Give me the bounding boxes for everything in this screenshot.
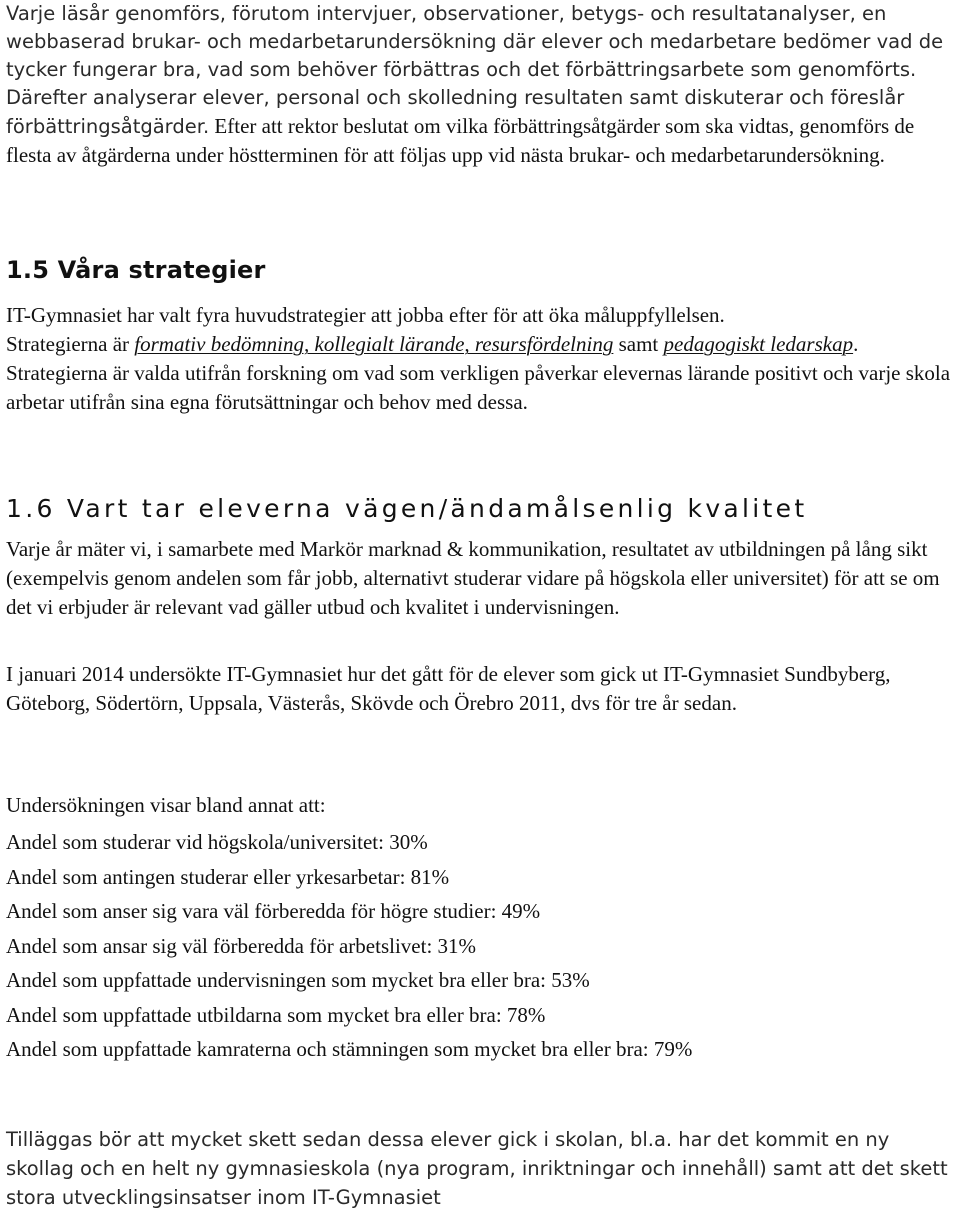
list-item: Andel som ansar sig väl förberedda för arbetslivet: 31% <box>6 933 477 958</box>
strategies-line-2: Strategierna är formativ bedömning, kollegialt lärande, resursfördelning samt pedagogiskt ledarskap. <box>6 332 859 356</box>
list-item: Andel som uppfattade utbildarna som mycket bra eller bra: 78% <box>6 1002 546 1027</box>
list-item: Andel som anser sig vara väl förberedda för högre studier: 49% <box>6 899 541 923</box>
intro-sans-text: Varje läsår genomförs, förutom intervjuer, observationer, betygs- och resultatanalyser, en webbaserad brukar- och medarbetarundersökning där elever och medarbetare bedömer vad de tycker fungerar bra, vad som behöver förbättras och det förbättringsarbete som genomförts. Därefter analyserar elever, personal och skolledning resultaten samt diskuterar och föreslår förbättringsåtgärder. <box>6 2 944 138</box>
section-heading-strategies: 1.5 Våra strategier <box>6 256 266 284</box>
survey-intro: Undersökningen visar bland annat att: <box>6 793 326 817</box>
outcomes-paragraph-2: I januari 2014 undersökte IT-Gymnasiet hur det gått för de elever som gick ut IT-Gymnasiet Sundbyberg, Göteborg, Södertörn, Uppsala, Västerås, Skövde och Örebro 2011, dvs för tre år sedan. <box>6 662 891 715</box>
survey-results-list <box>6 825 956 1067</box>
closing-paragraph: Tilläggas bör att mycket skett sedan dessa elever gick i skolan, bl.a. har det kommit en ny skollag och en helt ny gymnasieskola (nya program, inriktningar och innehåll) samt att det skett stora utvecklingsinsatser inom IT-Gymnasiet <box>6 1128 948 1209</box>
list-item: Andel som studerar vid högskola/universitet: 30% <box>6 830 428 854</box>
strategy-leadership-italic: pedagogiskt ledarskap <box>663 332 854 356</box>
intro-paragraph <box>6 0 956 170</box>
strategies-line-1: IT-Gymnasiet har valt fyra huvudstrategier att jobba efter för att öka måluppfyllelsen. <box>6 303 725 327</box>
outcomes-paragraph-1: Varje år mäter vi, i samarbete med Markör marknad & kommunikation, resultatet av utbildningen på lång sikt (exempelvis genom andelen som får jobb, alternativt studerar vidare på högskola eller universitet) för att se om det vi erbjuder är relevant vad gäller utbud och kvalitet i undervisningen. <box>6 537 940 619</box>
strategies-text <box>6 301 956 417</box>
strategies-line-3: Strategierna är valda utifrån forskning om vad som verkligen påverkar elevernas lärande positivt och varje skola arbetar utifrån sina egna förutsättningar och behov med dessa. <box>6 361 951 414</box>
section-heading-outcomes: 1.6 Vart tar eleverna vägen/ändamålsenlig kvalitet <box>6 494 808 523</box>
list-item: Andel som uppfattade kamraterna och stämningen som mycket bra eller bra: 79% <box>6 1037 693 1061</box>
strategies-list-italic: formativ bedömning, kollegialt lärande, resursfördelning <box>134 332 614 356</box>
intro-serif-text: Efter att rektor beslutat om vilka förbättringsåtgärder som ska vidtas, genomförs de flesta av åtgärderna under höstterminen för att följas upp vid nästa brukar- och medarbetarundersökning. <box>6 114 915 167</box>
list-item: Andel som antingen studerar eller yrkesarbetar: 81% <box>6 864 450 889</box>
list-item: Andel som uppfattade undervisningen som mycket bra eller bra: 53% <box>6 968 590 992</box>
